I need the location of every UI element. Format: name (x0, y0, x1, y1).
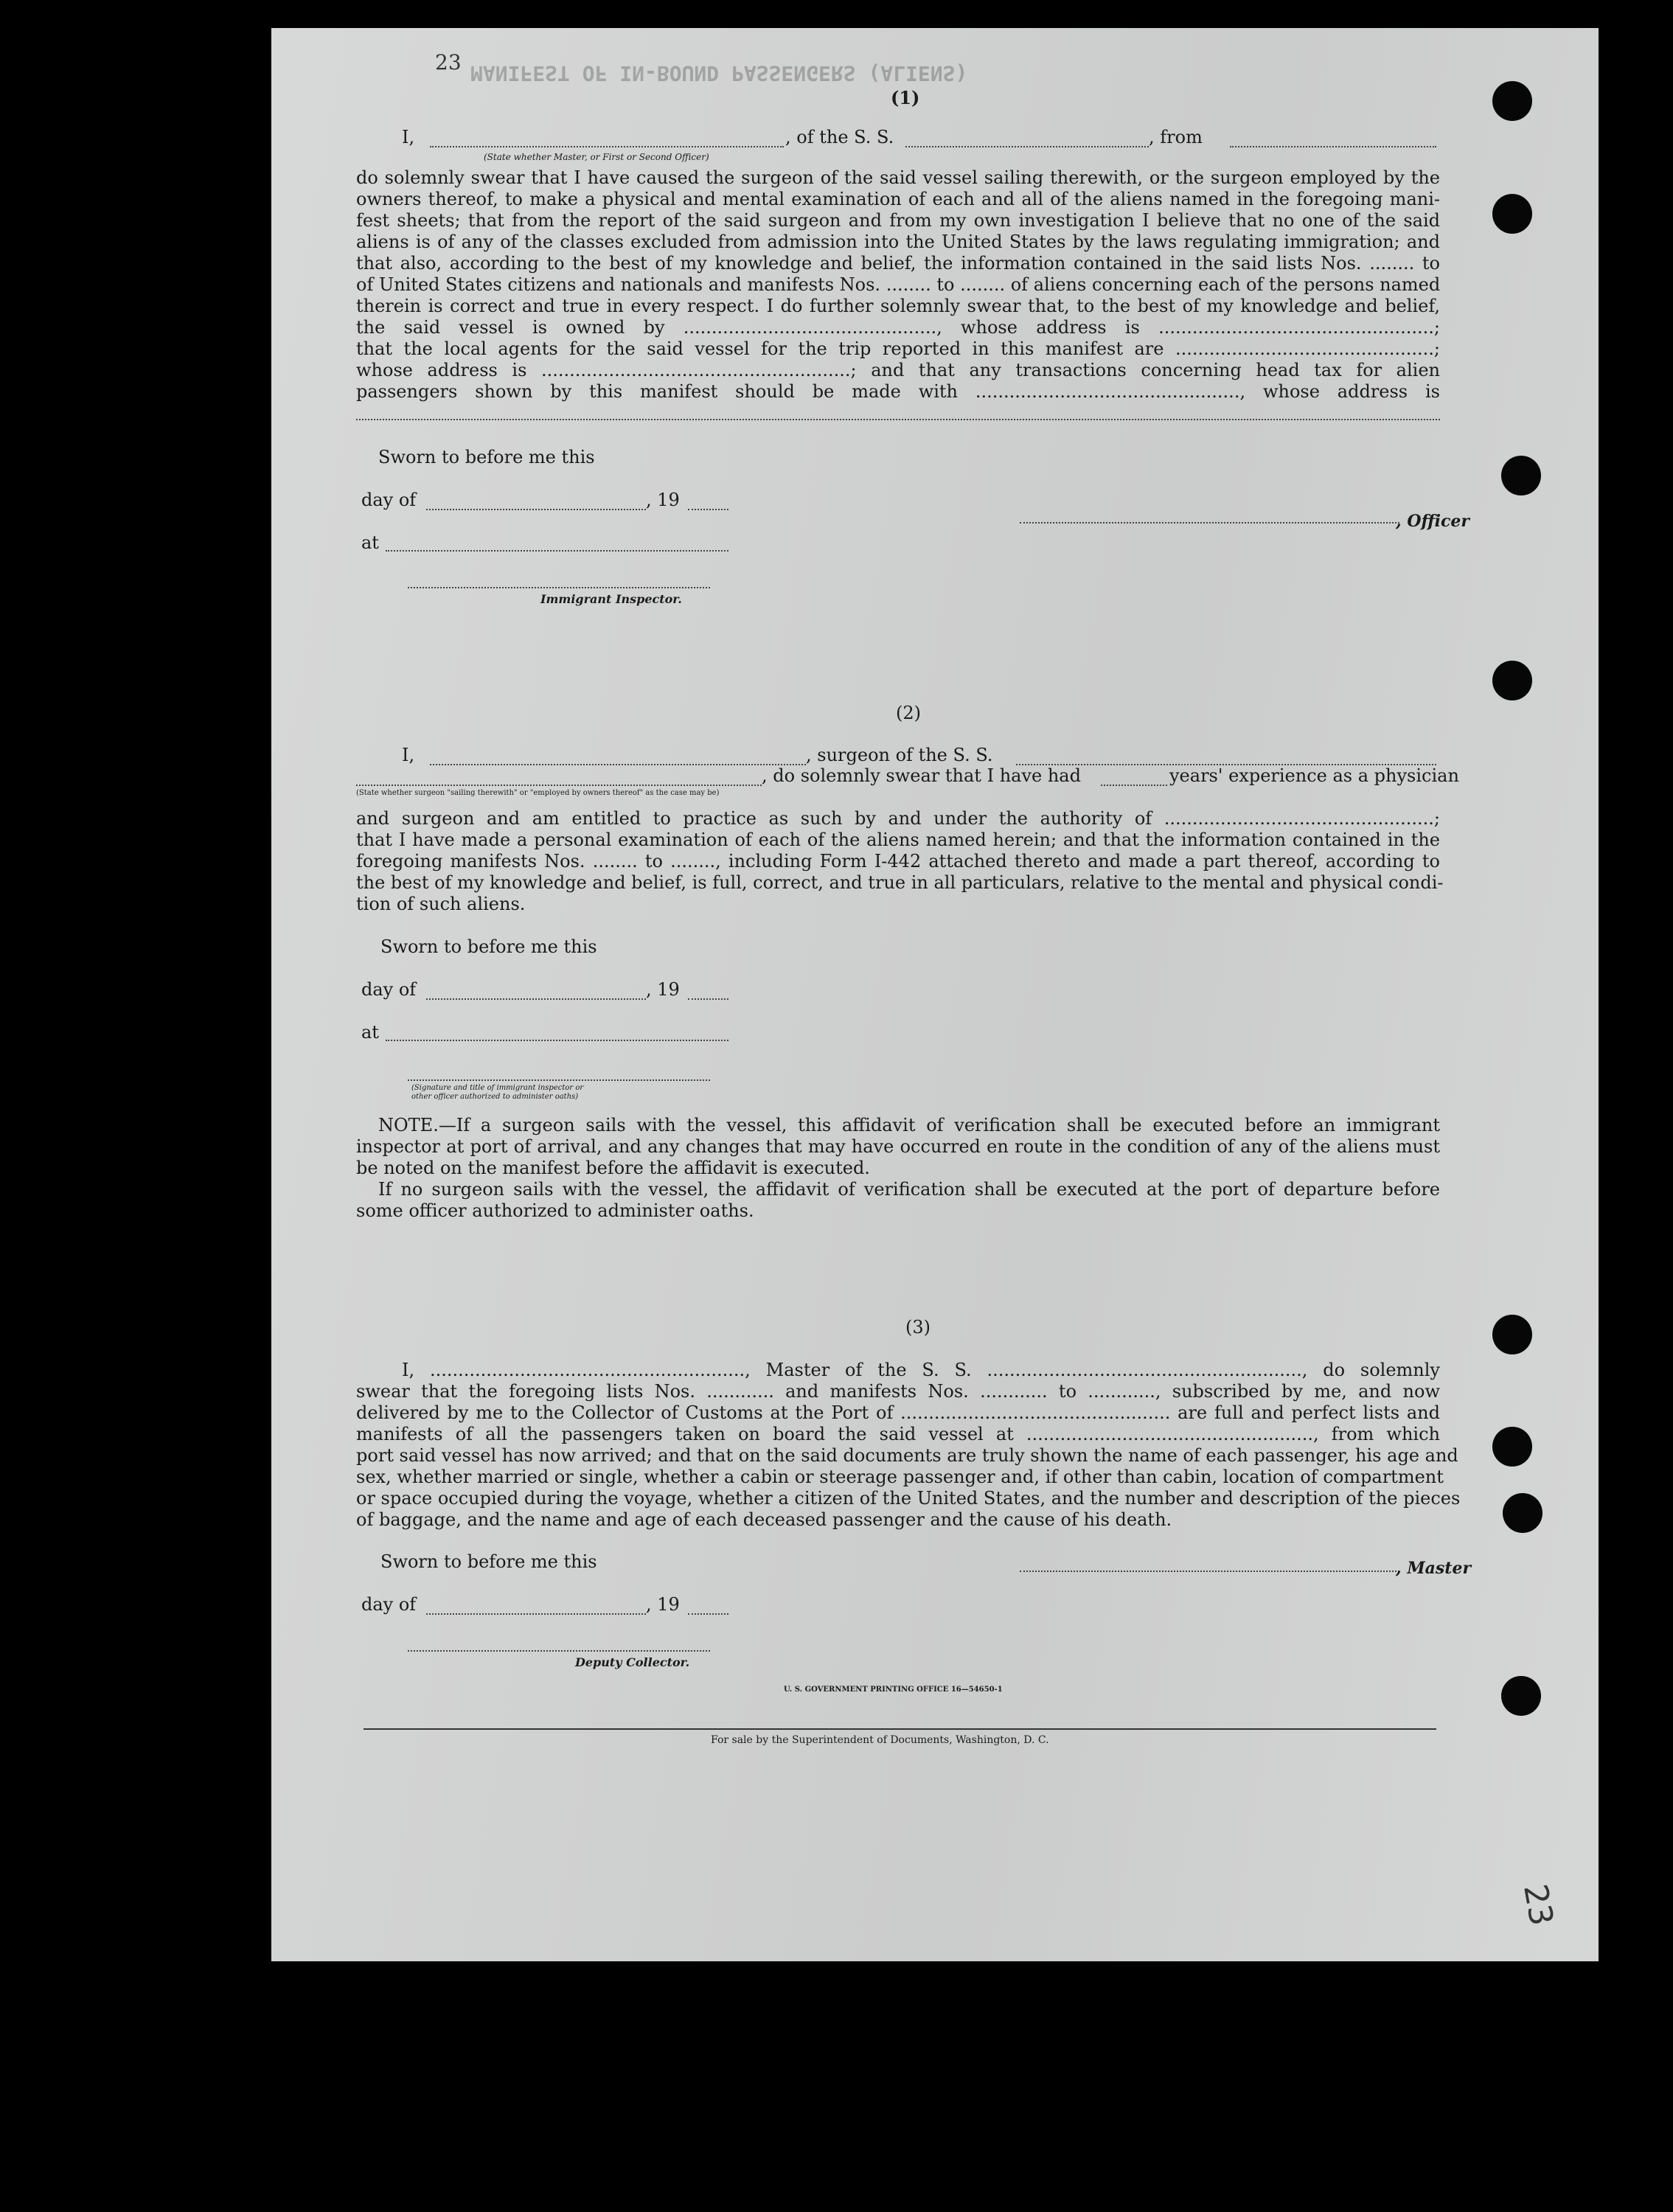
section2-day-of: day of (361, 979, 417, 1000)
section2-line-1: and surgeon and am entitled to practice as such by and under the authority of ................................................; (356, 808, 1440, 829)
section1-line-11: passengers shown by this manifest should be made with ..............................................., whose address is (356, 381, 1440, 402)
section2-line-2: that I have made a personal examination of each of the aliens named herein; and that the information contained in the (356, 830, 1440, 850)
printing-office: U. S. GOVERNMENT PRINTING OFFICE 16—54650-1 (784, 1686, 1003, 1694)
section1-sworn: Sworn to before me this (378, 447, 595, 467)
master-signature-line (1020, 1571, 1399, 1572)
section1-i: I, (402, 127, 415, 147)
punch-hole-6 (1492, 1427, 1532, 1467)
section2-i: I, (402, 745, 415, 765)
section1-line-6: of United States citizens and nationals and manifests Nos. ........ to ........ of aliens concerning each of the persons named (356, 274, 1441, 295)
note2-line-1: If no surgeon sails with the vessel, the affidavit of verification shall be executed at the port of departure before (378, 1179, 1440, 1200)
section1-year: , 19 (646, 490, 680, 510)
section2-number: (2) (896, 703, 921, 723)
section2-at: at (361, 1022, 379, 1043)
punch-hole-2 (1492, 194, 1532, 234)
section2-at-line (386, 1040, 728, 1041)
section2-sworn: Sworn to before me this (380, 936, 597, 957)
section3-line-2: delivered by me to the Collector of Customs at the Port of ................................................ are full and perfect lists and (356, 1402, 1440, 1423)
note-line-3: be noted on the manifest before the affidavit is executed. (356, 1158, 870, 1178)
ss-name-line (905, 146, 1149, 147)
section3-day-of: day of (361, 1594, 417, 1615)
officer-label: , Officer (1396, 512, 1470, 531)
surgeon-name-line (430, 764, 806, 765)
master-name-line (430, 146, 784, 147)
section2-swear: , do solemnly swear that I have had (762, 765, 1081, 786)
section2-year-line (688, 998, 728, 1000)
footer-text: For sale by the Superintendent of Documents, Washington, D. C. (711, 1734, 1049, 1746)
section2-surgeon: , surgeon of the S. S. (806, 745, 993, 765)
section1-line-4: aliens is of any of the classes excluded from admission into the United States by the laws regulating immigration; and (356, 232, 1440, 252)
section1-line-3: fest sheets; that from the report of the said surgeon and from my own investigation I believe that no one of the said (356, 210, 1440, 231)
punch-hole-5 (1492, 1315, 1532, 1354)
section2-year: , 19 (646, 979, 680, 1000)
section1-line-7: therein is correct and true in every respect. I do further solemnly swear that, to the best of my knowledge and belief, (356, 296, 1440, 316)
inspector-label: Immigrant Inspector. (540, 592, 682, 606)
from-line (1230, 146, 1436, 147)
section3-line-5: sex, whether married or single, whether a cabin or steerage passenger and, if other than cabin, location of compartment (356, 1467, 1444, 1487)
section2-caption: (State whether surgeon "sailing therewith" or "employed by owners thereof" as the case may be) (356, 789, 720, 797)
section3-sworn: Sworn to before me this (380, 1551, 597, 1572)
collector-signature-line (408, 1650, 710, 1652)
officer-signature-line (1020, 522, 1399, 524)
section1-blank-line (356, 419, 1440, 420)
section2-line-3: foregoing manifests Nos. ........ to ........, including Form I-442 attached thereto and made a part thereof, according to (356, 851, 1440, 872)
section3-line-6: or space occupied during the voyage, whether a citizen of the United States, and the number and description of the pieces (356, 1488, 1461, 1509)
section3-number: (3) (905, 1317, 931, 1338)
section3-line-3: manifests of all the passengers taken on board the said vessel at ..................................................., from which (356, 1424, 1440, 1444)
section3-line-7: of baggage, and the name and age of each deceased passenger and the cause of his death. (356, 1509, 1172, 1530)
section2-sig-caption-2: other officer authorized to administer oaths) (411, 1093, 579, 1101)
punch-hole-7 (1503, 1493, 1542, 1533)
section3-year: , 19 (646, 1594, 680, 1615)
section1-day-of: day of (361, 490, 417, 510)
section3-line-4: port said vessel has now arrived; and that on the said documents are truly shown the name of each passenger, his age and (356, 1445, 1458, 1466)
section2-day-line (426, 998, 646, 1000)
section1-line-8: the said vessel is owned by ............................................., whose address is .................................................; (356, 317, 1440, 338)
collector-label: Deputy Collector. (575, 1655, 690, 1669)
note-line-2: inspector at port of arrival, and any changes that may have occurred en route in the condition of any of the aliens must (356, 1136, 1440, 1157)
note-line-1: NOTE.—If a surgeon sails with the vessel, this affidavit of verification shall be executed before an immigrant (378, 1115, 1440, 1135)
section3-day-line (426, 1613, 646, 1615)
section1-day-line (426, 509, 646, 510)
section2-sig-caption-1: (Signature and title of immigrant inspector or (411, 1084, 584, 1092)
section3-line-1: swear that the foregoing lists Nos. ............ and manifests Nos. ............ to ............, subscribed by me, and now (356, 1381, 1440, 1402)
years-line (1101, 785, 1167, 786)
section1-line-5: that also, according to the best of my knowledge and belief, the information contained in the said lists Nos. ........ to (356, 253, 1440, 274)
section1-at: at (361, 532, 379, 553)
section1-from: , from (1149, 127, 1203, 147)
section2-line-4: the best of my knowledge and belief, is full, correct, and true in all particulars, relative to the mental and physical condi- (356, 872, 1444, 893)
inspector-signature-line (408, 587, 710, 588)
section2-line-5: tion of such aliens. (356, 894, 526, 914)
bleed-through: MANIFEST OF IN-BOUND PASSENGERS (ALIENS) (470, 61, 968, 86)
punch-hole-8 (1501, 1676, 1541, 1716)
section2-signature-line (408, 1079, 710, 1081)
section1-year-line (688, 509, 728, 510)
punch-hole-1 (1492, 81, 1532, 121)
surgeon-status-line (356, 785, 762, 786)
master-label: , Master (1396, 1559, 1472, 1578)
note2-line-2: some officer authorized to administer oaths. (356, 1200, 754, 1221)
section1-line-9: that the local agents for the said vessel for the trip reported in this manifest are ..............................................; (356, 338, 1440, 359)
section1-line-1: do solemnly swear that I have caused the surgeon of the said vessel sailing therewith, or the surgeon employed by the (356, 167, 1440, 188)
section2-years: years' experience as a physician (1169, 765, 1459, 786)
punch-hole-4 (1492, 661, 1532, 700)
form-page (271, 28, 1599, 1961)
handwritten-page-number: 23 (1516, 1881, 1560, 1929)
section1-at-line (386, 550, 728, 552)
section3-year-line (688, 1613, 728, 1615)
punch-hole-3 (1501, 456, 1541, 495)
section1-caption: (State whether Master, or First or Second Officer) (484, 152, 709, 162)
footer-rule (364, 1728, 1436, 1730)
section1-line-10: whose address is .......................................................; and that any transactions concerning head tax for alien (356, 360, 1440, 380)
section1-number: (1) (891, 87, 920, 108)
corner-page-number: 23 (435, 50, 462, 74)
section1-line-2: owners thereof, to make a physical and mental examination of each and all of the aliens named in the foregoing mani- (356, 189, 1440, 209)
section1-of-ss: , of the S. S. (785, 127, 894, 147)
section3-line-0: I, ........................................................, Master of the S. S. ........................................................, do solemnly (402, 1360, 1440, 1380)
